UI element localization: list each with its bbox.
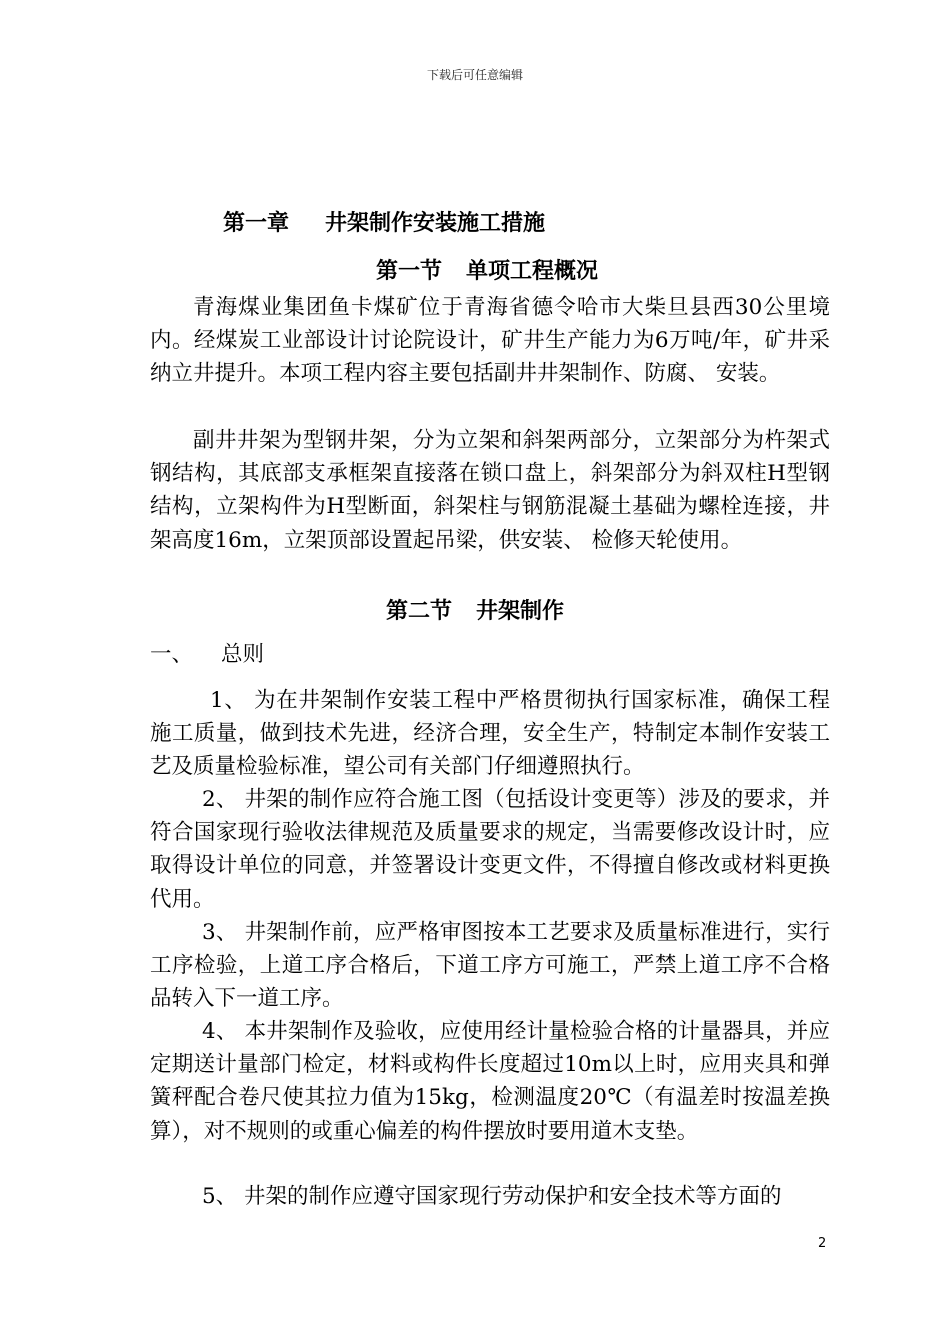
clause-4: 4、 本井架制作及验收，应使用经计量检验合格的计量器具，并应定期送计量部门检定，材料或构件长度超过10m以上时，应用夹具和弹簧秤配合卷尺使其拉力值为15kg，检测温度20℃（有温差时按温差换算），对不规则的或重心偏差的构件摆放时要用道木支垫。 [150, 1019, 830, 1144]
section-2-number: 第二节 [385, 599, 452, 624]
clause-1: 1、 为在井架制作安装工程中严格贯彻执行国家标准，确保工程施工质量，做到技术先进，经济合理，安全生产，特制定本制作安装工艺及质量检验标准，望公司有关部门仔细遵照执行。 [150, 688, 830, 780]
section-1-title-text: 单项工程概况 [466, 259, 599, 284]
section-2-title [0, 594, 950, 625]
clause-3: 3、 井架制作前，应严格审图按本工艺要求及质量标准进行，实行工序检验，上道工序合格后，下道工序方可施工，严禁上道工序不合格品转入下一道工序。 [150, 920, 830, 1012]
section-1-title [0, 254, 950, 285]
subheading-title: 总则 [221, 642, 265, 667]
chapter-title-text: 井架制作安装施工措施 [325, 211, 546, 236]
clause-2: 2、 井架的制作应符合施工图（包括设计变更等）涉及的要求，并符合国家现行验收法律规范及质量要求的规定，当需要修改设计时，应取得设计单位的同意，并签署设计变更文件，不得擅自修改或材料更换代用。 [150, 787, 830, 912]
subheading-general [150, 638, 264, 671]
section-2-title-text: 井架制作 [476, 599, 565, 624]
page-number: 2 [818, 1236, 827, 1251]
chapter-title [223, 206, 545, 237]
page-header-note: 下载后可任意编辑 [426, 68, 523, 82]
clause-5: 5、 井架的制作应遵守国家现行劳动保护和安全技术等方面的 [202, 1184, 782, 1209]
section-1-paragraph-2: 副井井架为型钢井架，分为立架和斜架两部分，立架部分为杵架式钢结构，其底部支承框架直接落在锁口盘上，斜架部分为斜双柱H型钢结构，立架构件为H型断面，斜架柱与钢筋混凝土基础为螺栓连接，井架高度16m，立架顶部设置起吊梁，供安装、 检修天轮使用。 [150, 428, 830, 553]
subheading-number: 一、 [150, 642, 194, 667]
section-1-number: 第一节 [375, 259, 442, 284]
chapter-number: 第一章 [223, 211, 290, 236]
section-1-paragraph-1: 青海煤业集团鱼卡煤矿位于青海省德令哈市大柴旦县西30公里境内。经煤炭工业部设计讨论院设计，矿井生产能力为6万吨/年，矿井采纳立井提升。本项工程内容主要包括副井井架制作、防腐、 安装。 [150, 295, 830, 387]
